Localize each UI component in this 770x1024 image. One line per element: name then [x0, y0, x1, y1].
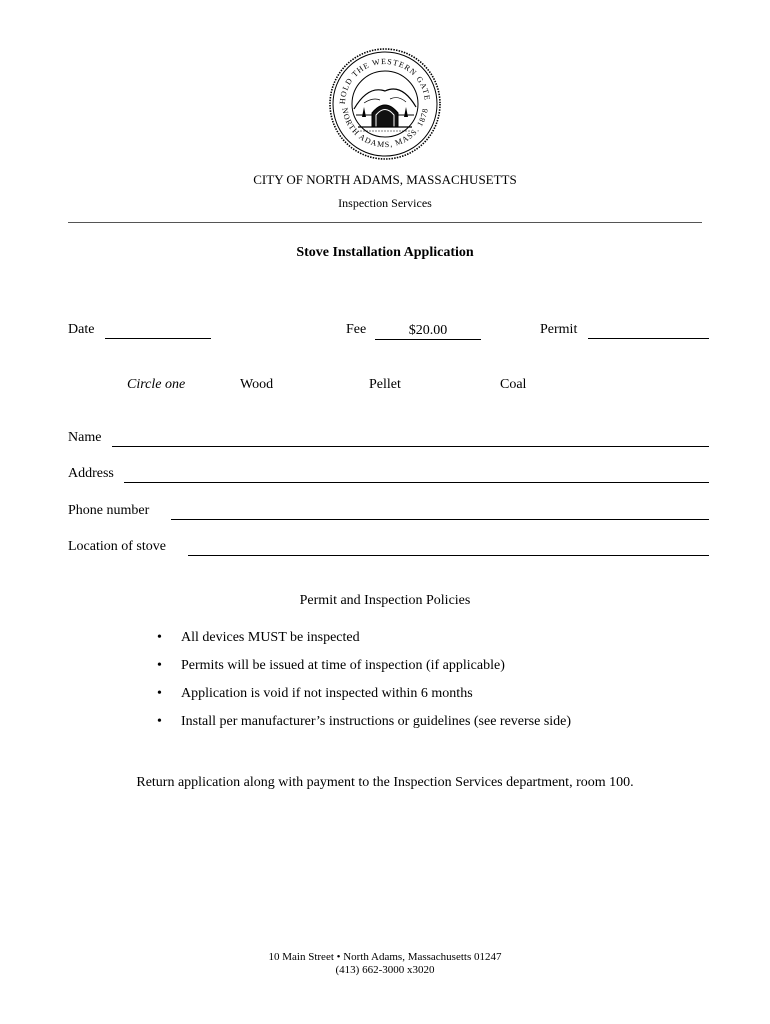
policy-item: [157, 714, 571, 730]
fee-field[interactable]: $20.00: [375, 322, 481, 340]
bullet-icon: •: [157, 658, 162, 673]
policies-heading: Permit and Inspection Policies: [299, 593, 471, 608]
permit-label: Permit: [540, 322, 578, 337]
policy-item: [157, 686, 473, 702]
fuel-option-pellet[interactable]: Pellet: [369, 377, 401, 392]
fuel-option-wood[interactable]: Wood: [240, 377, 274, 392]
policy-item-text: Application is void if not inspected within 6 months: [181, 686, 473, 701]
seal-city-text: NORTH ADAMS, MASS. 1878: [340, 107, 430, 150]
policy-item: [157, 630, 360, 646]
date-label: Date: [68, 322, 95, 337]
form-title: Stove Installation Application: [296, 245, 474, 260]
permit-field[interactable]: [588, 322, 709, 339]
fuel-option-coal[interactable]: Coal: [500, 377, 527, 392]
bullet-icon: •: [157, 630, 162, 645]
footer-phone: (413) 662-3000 x3020: [335, 964, 435, 976]
return-instructions: Return application along with payment to the Inspection Services department, room 100.: [136, 775, 634, 790]
header-divider: [68, 222, 702, 223]
phone-field[interactable]: [171, 519, 709, 520]
phone-label: Phone number: [68, 503, 150, 518]
address-label: Address: [68, 466, 114, 481]
address-field[interactable]: [124, 482, 709, 483]
date-field[interactable]: [105, 322, 211, 339]
name-field[interactable]: [112, 446, 709, 447]
seal-motto-text: HOLD THE WESTERN GATE: [337, 56, 432, 105]
circle-one-label: Circle one: [127, 377, 186, 392]
footer-address: 10 Main Street • North Adams, Massachusetts 01247: [268, 951, 502, 963]
svg-text:WE HOLD THE WESTERN GATEWAY: [328, 47, 432, 104]
organization-name: CITY OF NORTH ADAMS, MASSACHUSETTS: [253, 172, 517, 187]
department-name: Inspection Services: [338, 196, 432, 210]
city-seal-logo: [328, 47, 442, 161]
bullet-icon: •: [157, 714, 162, 729]
policy-item-text: Install per manufacturer’s instructions or guidelines (see reverse side): [181, 714, 572, 729]
policy-item: [157, 658, 505, 674]
fee-label: Fee: [346, 322, 367, 337]
policy-item-text: All devices MUST be inspected: [181, 630, 360, 645]
location-field[interactable]: [188, 555, 709, 556]
bullet-icon: •: [157, 686, 162, 701]
location-label: Location of stove: [68, 539, 166, 554]
name-label: Name: [68, 430, 102, 445]
policy-item-text: Permits will be issued at time of inspection (if applicable): [181, 658, 505, 673]
